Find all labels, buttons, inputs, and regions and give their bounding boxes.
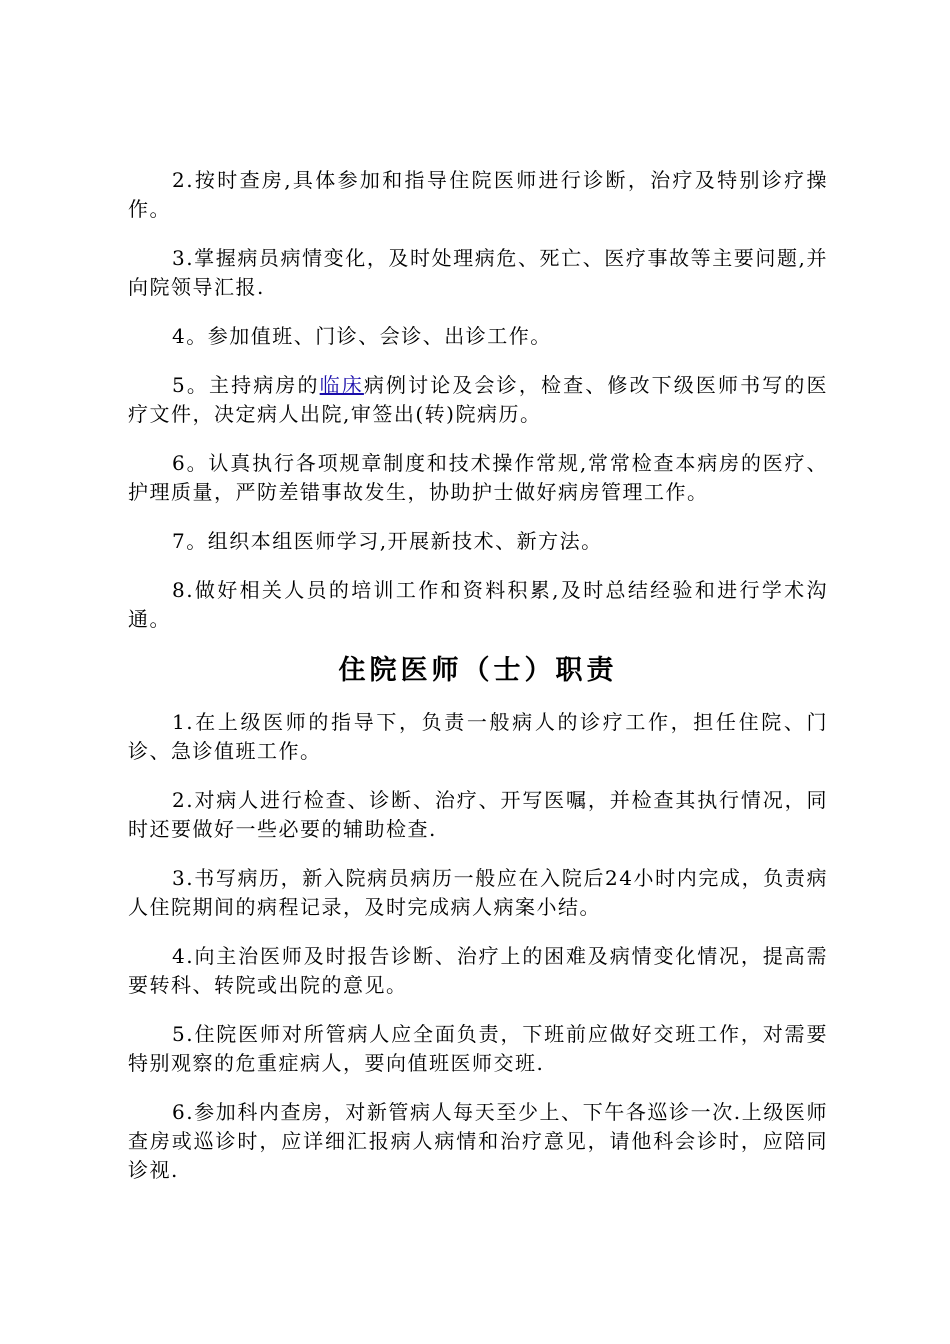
clinical-link[interactable]: 临床 [319, 373, 364, 397]
section-title: 住院医师（士）职责 [338, 655, 618, 686]
duty-text: 5。主持病房的 [172, 373, 320, 397]
duty-item: 8.做好相关人员的培训工作和资料积累,及时总结经验和进行学术沟通。 [128, 578, 828, 631]
duty-item: 4.向主治医师及时报告诊断、治疗上的困难及病情变化情况，提高需要转科、转院或出院的意见。 [128, 944, 828, 997]
duty-item [128, 371, 828, 429]
duty-item: 2.对病人进行检查、诊断、治疗、开写医嘱，并检查其执行情况，同时还要做好一些必要的辅助检查. [128, 788, 828, 841]
duty-item: 2.按时查房,具体参加和指导住院医师进行诊断，治疗及特别诊疗操作。 [128, 168, 828, 221]
document-page [128, 166, 828, 1205]
duty-item: 5.住院医师对所管病人应全面负责，下班前应做好交班工作，对需要特别观察的危重症病人，要向值班医师交班. [128, 1022, 828, 1075]
duty-item: 3.书写病历，新入院病员病历一般应在入院后24小时内完成，负责病人住院期间的病程记录，及时完成病人病案小结。 [128, 866, 828, 919]
duty-item: 3.掌握病员病情变化，及时处理病危、死亡、医疗事故等主要问题,并向院领导汇报. [128, 246, 828, 299]
duty-item: 7。组织本组医师学习,开展新技术、新方法。 [172, 529, 603, 553]
duty-text: 病例讨论及会诊，检查、修改下级医师书写的医疗文件，决定病人出院,审签出(转)院病历。 [128, 373, 829, 426]
duty-item: 6.参加科内查房，对新管病人每天至少上、下午各巡诊一次.上级医师查房或巡诊时，应详细汇报病人病情和治疗意见，请他科会诊时，应陪同诊视. [128, 1100, 828, 1182]
duty-item: 4。参加值班、门诊、会诊、出诊工作。 [172, 324, 552, 348]
duty-item: 6。认真执行各项规章制度和技术操作常规,常常检查本病房的医疗、护理质量，严防差错事故发生，协助护士做好病房管理工作。 [128, 451, 828, 504]
duty-item: 1.在上级医师的指导下，负责一般病人的诊疗工作，担任住院、门诊、急诊值班工作。 [128, 710, 828, 763]
resident-duties-section [128, 708, 828, 1185]
attending-duties-section [128, 166, 828, 634]
